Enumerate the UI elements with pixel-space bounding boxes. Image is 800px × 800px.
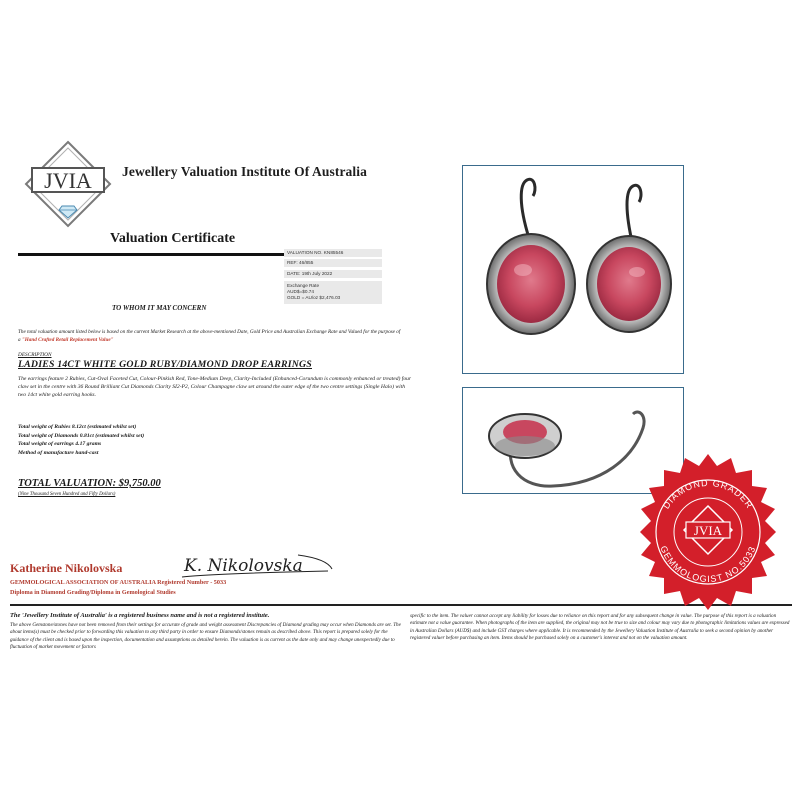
seal-top-text: DIAMOND GRADER — [661, 477, 755, 511]
weight-line: Total weight of Diamonds 0.81ct (estimated whilst set) — [18, 432, 145, 439]
item-title: LADIES 14CT WHITE GOLD RUBY/DIAMOND DROP EARRINGS — [18, 359, 312, 370]
diamond-icon — [59, 206, 77, 218]
disclaimer-heading: The 'Jewellery Institute of Australia' is a registered business name and is not a registered institute. — [10, 612, 270, 619]
salutation: TO WHOM IT MAY CONCERN — [112, 304, 207, 312]
weight-line: Total weight of earrings 4.17 grams — [18, 441, 102, 448]
certificate-title: Valuation Certificate — [110, 231, 236, 246]
seal-logo-text: JVIA — [693, 523, 723, 538]
exchange-rate-block — [284, 281, 382, 304]
diploma-credentials: Diploma in Diamond Grading/Diploma in Gemological Studies — [10, 589, 176, 596]
organization-name: Jewellery Valuation Institute Of Australia — [122, 164, 367, 179]
weight-line: Method of manufacture hand-cast — [18, 449, 99, 456]
reference-number: REF: 46/855 — [284, 259, 382, 267]
description-label: DESCRIPTION — [18, 352, 52, 358]
valuation-number: VALUATION NO. KN85546 — [284, 249, 382, 257]
weight-line: Total weight of Rubies 8.12ct (estimated whilst set) — [18, 424, 137, 430]
signer-name: Katherine Nikolovska — [10, 561, 123, 575]
logo-text: JVIA — [44, 168, 92, 193]
disclaimer-left: The above Gemstone/stones have not been removed from their settings for accurate of grade and weight assessment Discrepancies of Diamond grading may occur when Diamonds are set. The about items(s) must be checked prior to forwarding this valuation to any third party in order to ensure Diamonds/stones remain as described above. This report is prepared solely for the guidance of the client and is based upon the inspection, documentation and assumptions as detailed herein. The valuation is as current as the date only and may change unexpectedly due to fluctuation of market movement or factors — [10, 622, 401, 651]
earrings-front-image — [463, 166, 683, 373]
title-divider — [18, 253, 284, 256]
item-description: The earrings feature 2 Rubies, Cut-Oval Faceted Cut, Colour-Pinkish Red, Tone-Medium Deep, Clarity-Included (Enhanced-Corundum is commonly enhanced or treated) four claw set in the centre with 36 Round Brilliant Cut Diamonds Clarity SI2-P2, Colour Champagne claw set around the outer edge of the two centre settings (Single Halo) with two 14ct white gold earring hooks. — [18, 376, 412, 398]
handwritten-signature — [178, 547, 338, 583]
valuation-info-box — [284, 249, 382, 322]
valuation-purpose: "Hand Crafted Retail Replacement Value" — [21, 336, 114, 343]
association-registration: GEMMOLOGICAL ASSOCIATION OF AUSTRALIA Registered Number - 5033 — [10, 579, 227, 586]
seal-bottom-text: GEMMOLOGIST NO.5033 — [658, 544, 758, 585]
jvia-logo — [22, 140, 114, 232]
total-valuation: TOTAL VALUATION: $9,750.00 — [18, 478, 161, 489]
gold-rate: GOLD = AU/oz $2,476.03 — [287, 295, 341, 301]
total-valuation-words: (Nine Thousand Seven Hundred and Fifty Dollars) — [18, 492, 116, 497]
earrings-front-photo — [462, 165, 684, 374]
weights-list — [18, 423, 144, 457]
gemmologist-seal — [628, 452, 788, 612]
intro-text: The total valuation amount listed below is based on the current Market Research at the above-mentioned Date, Gold Price and Australian Exchange Rate and Valued for the purpose of a — [18, 329, 401, 343]
signature-text: K. Nikolovska — [184, 556, 303, 576]
exchange-rate-label: Exchange Rate — [287, 282, 320, 288]
valuation-date: DATE: 19th July 2022 — [284, 270, 382, 278]
disclaimer-right: specific to the item. The valuer cannot accept any liability for losses due to reliance on this report and for any subsequent change in value. The purpose of this report is a valuation estimate not a value guarantee. When photographs of the item are supplied, the original may not be true to size and colour may vary due to photographic limitations values are expressed in Australian Dollars (AUD$) and include GST charges where applicable. It is recommended by the Jewellery Valuation Institute of Australia to seek a second opinion by another registered valuer before purchasing an item. Items should be purchased solely on a customer's interest and not on the valuation amount. — [410, 613, 790, 642]
aud-rate: AUD$=$0.74 — [287, 288, 314, 294]
intro-paragraph — [18, 329, 404, 344]
